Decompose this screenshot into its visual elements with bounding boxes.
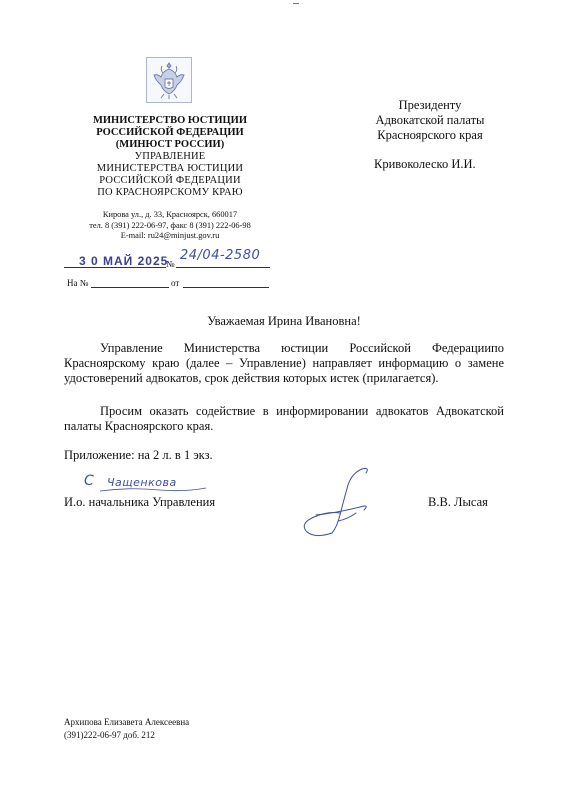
endorsement-underline [98, 486, 208, 494]
salutation: Уважаемая Ирина Ивановна! [207, 314, 361, 328]
email-line: E-mail: ru24@minjust.gov.ru [120, 231, 220, 240]
body-paragraph-1 [64, 341, 504, 387]
number-prefix: № [166, 259, 175, 269]
addressee-line-3: Красноярского края [377, 128, 483, 142]
ministry-name-line-1: МИНИСТЕРСТВО ЮСТИЦИИ [92, 115, 247, 126]
ministry-name-line-2: РОССИЙСКОЙ ФЕДЕРАЦИИ [96, 127, 244, 138]
ref-from-label: от [171, 278, 180, 288]
attachment-note: Приложение: на 2 л. в 1 экз. [64, 448, 213, 462]
department-line-3: РОССИЙСКОЙ ФЕДЕРАЦИИ [99, 175, 241, 186]
body-paragraph-1-text: Управление Министерства юстиции Российской Федерациипо Красноярскому краю (далее – Управление) направляет информацию о замене удостоверений адвокатов, срок действия которых истек (прилагается). [64, 341, 504, 386]
signer-name: В.В. Лысая [428, 495, 488, 509]
department-line-4: ПО КРАСНОЯРСКОМУ КРАЮ [97, 187, 243, 198]
addressee-name: Кривоколеско И.И. [374, 157, 476, 171]
coat-of-arms-emblem [146, 57, 192, 103]
ministry-name-line-3: (МИНЮСТ РОССИИ) [115, 139, 225, 150]
addressee-line-1: Президенту [398, 98, 462, 112]
signature [296, 463, 382, 547]
endorsement-letter: С [84, 473, 95, 489]
department-line-2: МИНИСТЕРСТВА ЮСТИЦИИ [96, 163, 244, 174]
addressee-block [345, 98, 515, 143]
ministry-address [60, 210, 280, 242]
addressee-line-2: Адвокатской палаты [375, 113, 485, 127]
executor-name: Архипова Елизавета Алексеевна [64, 717, 190, 727]
executor-phone: (391)222-06-97 доб. 212 [64, 730, 155, 740]
body-paragraph-2-text: Просим оказать содействие в информировании адвокатов Адвокатской палаты Красноярского края. [64, 404, 504, 434]
ref-number-underline [91, 277, 169, 288]
date-stamp: 3 0 МАЙ 2025 [79, 254, 169, 268]
body-paragraph-2 [64, 404, 504, 434]
phone-fax-line: тел. 8 (391) 222-06-97, факс 8 (391) 222-06-98 [89, 220, 251, 230]
ref-number-label: На № [67, 278, 89, 288]
date-underline [64, 257, 166, 268]
department-line-1: УПРАВЛЕНИЕ [134, 151, 206, 162]
ref-from-underline [183, 277, 269, 288]
address-line: Кирова ул., д. 33, Красноярск, 660017 [102, 210, 238, 219]
top-mark [293, 3, 299, 4]
endorsement-name-handwritten: Чащенкова [107, 476, 177, 489]
registration-number-handwritten: 24/04-2580 [180, 248, 261, 263]
ministry-header [60, 115, 280, 199]
signer-position: И.о. начальника Управления [64, 495, 216, 509]
